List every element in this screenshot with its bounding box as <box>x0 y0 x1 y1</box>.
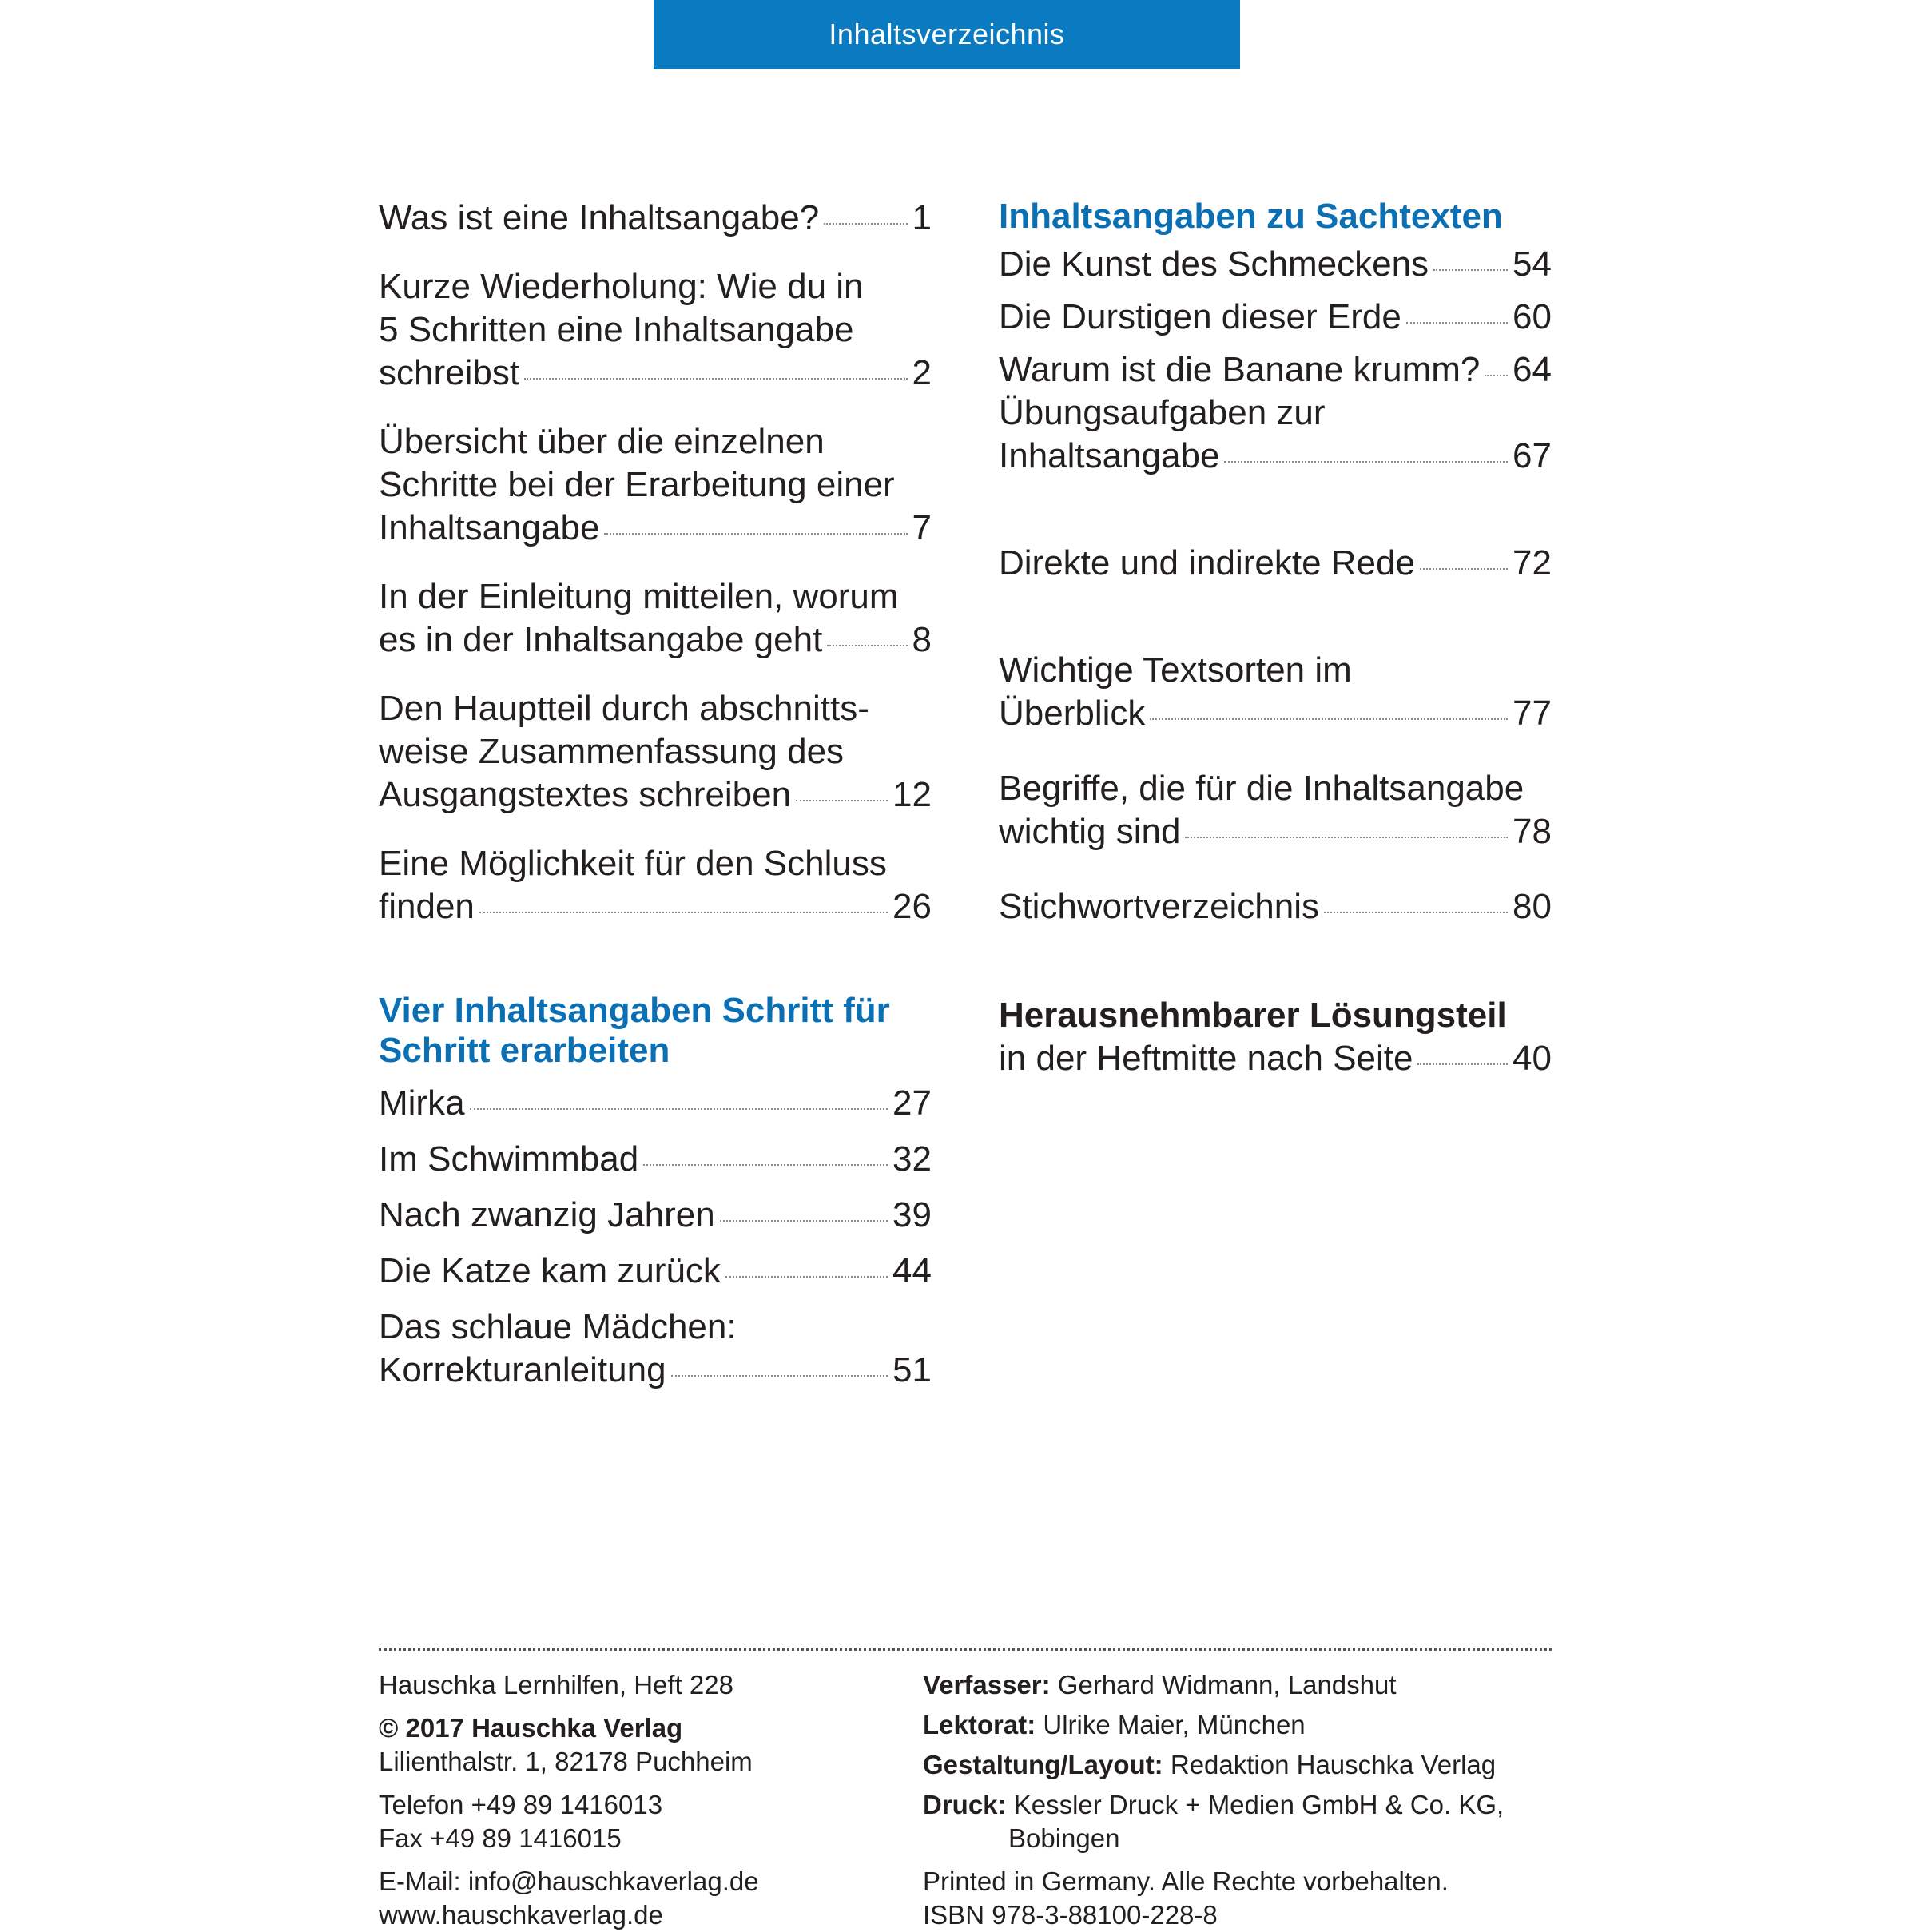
isbn: ISBN 978-3-88100-228-8 <box>923 1900 1218 1930</box>
credit-editor <box>923 1708 1562 1742</box>
credit-label: Gestaltung/Layout: <box>923 1750 1163 1779</box>
toc-entry[interactable] <box>999 649 1552 735</box>
toc-entry[interactable] <box>379 1194 932 1237</box>
toc-entry-page: 54 <box>1513 244 1552 284</box>
toc-entry[interactable] <box>379 575 932 662</box>
toc-entry[interactable] <box>999 348 1552 392</box>
credit-value: Gerhard Widmann, Landshut <box>1057 1670 1397 1699</box>
dot-leader <box>1324 912 1508 913</box>
toc-entry-title: Die Durstigen dieser Erde <box>999 297 1401 336</box>
toc-entry-page: 32 <box>892 1139 932 1179</box>
toc-entry[interactable] <box>379 1138 932 1181</box>
dot-leader <box>1420 568 1508 570</box>
toc-entry[interactable] <box>379 687 932 817</box>
toc-entry-title: Direkte und indirekte Rede <box>999 543 1415 582</box>
toc-entry-page: 44 <box>892 1251 932 1290</box>
address: Lilienthalstr. 1, 82178 Puchheim <box>379 1747 753 1776</box>
dot-leader <box>604 533 907 535</box>
toc-entry[interactable] <box>999 542 1552 585</box>
toc-entry-title: Was ist eine Inhaltsangabe? <box>379 198 820 237</box>
dot-leader <box>643 1164 888 1166</box>
dot-leader <box>725 1276 888 1278</box>
toc-entry[interactable] <box>379 1082 932 1125</box>
credit-value: Ulrike Maier, München <box>1043 1710 1306 1739</box>
toc-entry[interactable] <box>379 842 932 928</box>
toc-entry[interactable] <box>379 420 932 550</box>
toc-entry-title: in der Heftmitte nach Seite <box>999 1039 1413 1078</box>
section-title-vier-inhaltsangaben <box>379 991 932 1071</box>
dot-leader <box>671 1375 888 1377</box>
section-title-line-1: Vier Inhaltsangaben Schritt für <box>379 991 890 1030</box>
toc-entry-line: Das schlaue Mädchen: <box>379 1307 737 1346</box>
toc-entry-line: weise Zusammenfassung des <box>379 732 845 771</box>
toc-entry-line: Übersicht über die einzelnen <box>379 422 825 461</box>
credit-value: Kessler Druck + Medien GmbH & Co. KG, <box>1013 1790 1505 1819</box>
toc-entry-page: 1 <box>912 198 932 237</box>
toc-entry[interactable] <box>379 197 932 240</box>
toc-entry-line: Den Hauptteil durch abschnitts- <box>379 689 869 728</box>
dot-leader <box>524 378 907 380</box>
toc-entry-page: 72 <box>1513 543 1552 582</box>
toc-entry-page: 77 <box>1513 694 1552 733</box>
credit-label: Druck: <box>923 1790 1007 1819</box>
toc-right-entries <box>999 392 1552 928</box>
credit-print-city: Bobingen <box>1008 1823 1120 1853</box>
toc-sachtexte-entries <box>999 243 1552 392</box>
toc-right-column <box>999 197 1552 1080</box>
toc-entry-title: Inhaltsangabe <box>379 508 600 547</box>
credit-print <box>923 1788 1562 1822</box>
toc-entry[interactable] <box>999 767 1552 853</box>
toc-entry[interactable] <box>999 392 1552 478</box>
footer-credits <box>923 1668 1562 1932</box>
credit-label: Lektorat: <box>923 1710 1036 1739</box>
toc-entry[interactable] <box>379 1306 932 1392</box>
dot-leader <box>1185 837 1508 838</box>
toc-left-column <box>379 197 932 1392</box>
toc-entry-title: Nach zwanzig Jahren <box>379 1195 715 1234</box>
toc-entry[interactable] <box>379 265 932 395</box>
toc-entry-page: 78 <box>1513 812 1552 851</box>
footer-publisher-info <box>379 1668 890 1932</box>
dot-leader <box>470 1108 888 1110</box>
toc-entry-title: Warum ist die Banane krumm? <box>999 350 1481 389</box>
toc-entry-title: finden <box>379 887 475 926</box>
dot-leader <box>479 912 888 913</box>
credit-layout <box>923 1748 1562 1782</box>
dot-leader <box>824 223 907 225</box>
toc-entry-solution[interactable] <box>999 994 1552 1080</box>
website-link[interactable]: www.hauschkaverlag.de <box>379 1900 663 1930</box>
toc-entry-line: 5 Schritten eine Inhaltsangabe <box>379 310 854 349</box>
series-info: Hauschka Lernhilfen, Heft 228 <box>379 1670 733 1699</box>
toc-entry-line: Kurze Wiederholung: Wie du in <box>379 267 864 306</box>
toc-entry-title: Mirka <box>379 1083 465 1123</box>
toc-entry-title: Inhaltsangabe <box>999 436 1220 475</box>
toc-entry-line: Begriffe, die für die Inhaltsangabe <box>999 769 1524 808</box>
toc-entry-title: Ausgangstextes schreiben <box>379 775 792 814</box>
header-title: Inhaltsverzeichnis <box>829 18 1065 50</box>
dot-leader <box>827 645 907 646</box>
toc-entry-page: 40 <box>1513 1039 1552 1078</box>
toc-entry-title: schreibst <box>379 353 520 392</box>
toc-entry-page: 26 <box>892 887 932 926</box>
toc-entry-page: 60 <box>1513 297 1552 336</box>
toc-entry-page: 27 <box>892 1083 932 1123</box>
toc-entry-page: 8 <box>912 620 932 659</box>
solution-title: Herausnehmbarer Lösungsteil <box>999 996 1507 1035</box>
toc-entry-page: 64 <box>1513 350 1552 389</box>
dot-leader <box>1485 375 1508 376</box>
toc-section2-entries <box>379 1082 932 1392</box>
toc-entry-line: Wichtige Textsorten im <box>999 650 1352 690</box>
toc-entry-title: es in der Inhaltsangabe geht <box>379 620 823 659</box>
fax: Fax +49 89 1416015 <box>379 1823 622 1853</box>
toc-entry[interactable] <box>999 885 1552 928</box>
toc-entry[interactable] <box>379 1250 932 1293</box>
toc-left-entries <box>379 197 932 928</box>
toc-entry-title: Die Katze kam zurück <box>379 1251 721 1290</box>
toc-entry-title: Die Kunst des Schmeckens <box>999 244 1429 284</box>
toc-entry-line: Eine Möglichkeit für den Schluss <box>379 844 887 883</box>
toc-entry[interactable] <box>999 243 1552 286</box>
dot-leader <box>1406 322 1508 324</box>
toc-entry-page: 7 <box>912 508 932 547</box>
toc-entry-page: 51 <box>892 1350 932 1389</box>
toc-entry-page: 80 <box>1513 887 1552 926</box>
footer-divider <box>379 1648 1552 1651</box>
header-tab <box>654 0 1240 69</box>
dot-leader <box>1150 718 1508 720</box>
dot-leader <box>796 800 888 801</box>
dot-leader <box>1433 269 1508 271</box>
dot-leader <box>720 1220 888 1222</box>
rights-notice: Printed in Germany. Alle Rechte vorbehalten. <box>923 1866 1449 1896</box>
toc-entry-page: 2 <box>912 353 932 392</box>
toc-entry-line: In der Einleitung mitteilen, worum <box>379 577 899 616</box>
phone: Telefon +49 89 1416013 <box>379 1790 663 1819</box>
credit-label: Verfasser: <box>923 1670 1051 1699</box>
toc-entry-title: Im Schwimmbad <box>379 1139 639 1179</box>
dot-leader <box>1224 461 1508 463</box>
section-title-sachtexte: Inhaltsangaben zu Sachtexten <box>999 197 1503 236</box>
credit-author <box>923 1668 1562 1702</box>
toc-entry-page: 39 <box>892 1195 932 1234</box>
toc-entry-page: 12 <box>892 775 932 814</box>
email-link[interactable]: E-Mail: info@hauschkaverlag.de <box>379 1866 759 1896</box>
toc-entry-title: wichtig sind <box>999 812 1181 851</box>
section-title-line-2: Schritt erarbeiten <box>379 1031 670 1070</box>
toc-entry-line: Schritte bei der Erarbeitung einer <box>379 465 895 504</box>
dot-leader <box>1417 1063 1508 1065</box>
toc-entry[interactable] <box>999 296 1552 339</box>
toc-entry-title: Korrekturanleitung <box>379 1350 666 1389</box>
copyright: © 2017 Hauschka Verlag <box>379 1713 683 1743</box>
toc-entry-title: Überblick <box>999 694 1146 733</box>
toc-entry-page: 67 <box>1513 436 1552 475</box>
credit-value: Redaktion Hauschka Verlag <box>1170 1750 1497 1779</box>
toc-entry-title: Stichwortverzeichnis <box>999 887 1320 926</box>
toc-entry-line: Übungsaufgaben zur <box>999 393 1326 432</box>
